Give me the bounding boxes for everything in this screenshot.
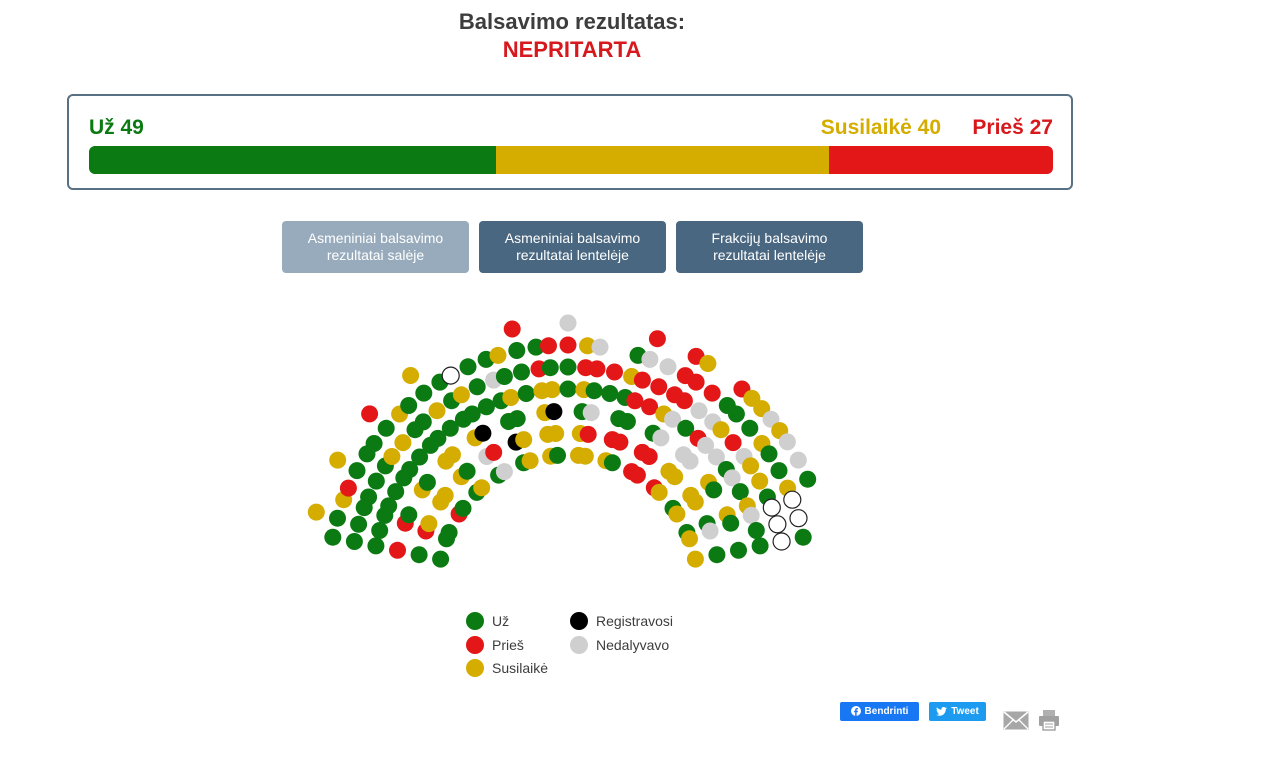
seat-registered[interactable] xyxy=(545,403,562,420)
seat-for[interactable] xyxy=(432,551,449,568)
seat-for[interactable] xyxy=(346,533,363,550)
legend-absent xyxy=(570,636,669,654)
seat-abstain[interactable] xyxy=(651,484,668,501)
seat-absent[interactable] xyxy=(743,507,760,524)
seat-for[interactable] xyxy=(371,522,388,539)
seat-for[interactable] xyxy=(619,413,636,430)
seat-abstain[interactable] xyxy=(429,402,446,419)
seat-abstain[interactable] xyxy=(742,457,759,474)
seat-for[interactable] xyxy=(795,529,812,546)
facebook-icon xyxy=(851,706,861,716)
seat-absent[interactable] xyxy=(560,315,577,332)
seat-against[interactable] xyxy=(504,321,521,338)
legend-for xyxy=(466,612,509,630)
seat-abstain[interactable] xyxy=(394,434,411,451)
seat-against[interactable] xyxy=(611,434,628,451)
legend-absent-dot xyxy=(570,636,588,654)
legend-registered xyxy=(570,612,673,630)
seat-abstain[interactable] xyxy=(687,551,704,568)
seat-for[interactable] xyxy=(752,537,769,554)
seat-against[interactable] xyxy=(540,337,557,354)
tab-hall-results-label: Asmeniniai balsavimo rezultatai salėje xyxy=(307,230,444,263)
legend-against-label: Prieš xyxy=(492,637,524,653)
seat-absent[interactable] xyxy=(592,339,609,356)
seat-for[interactable] xyxy=(378,420,395,437)
seat-for[interactable] xyxy=(441,524,458,541)
seat-for[interactable] xyxy=(601,385,618,402)
seat-for[interactable] xyxy=(705,481,722,498)
seat-abstain[interactable] xyxy=(547,425,564,442)
seat-for[interactable] xyxy=(400,506,417,523)
print-icon[interactable] xyxy=(1038,709,1060,736)
seat-for[interactable] xyxy=(586,382,603,399)
seat-for[interactable] xyxy=(367,537,384,554)
seat-for[interactable] xyxy=(560,381,577,398)
seat-against[interactable] xyxy=(634,372,651,389)
seat-against[interactable] xyxy=(676,392,693,409)
seat-empty[interactable] xyxy=(773,533,790,550)
seat-for[interactable] xyxy=(455,500,472,517)
seat-for[interactable] xyxy=(349,462,366,479)
seat-registered[interactable] xyxy=(474,425,491,442)
seat-abstain[interactable] xyxy=(329,452,346,469)
seat-for[interactable] xyxy=(549,447,566,464)
seat-against[interactable] xyxy=(704,385,721,402)
legend-for-dot xyxy=(466,612,484,630)
seat-abstain[interactable] xyxy=(490,347,507,364)
seat-abstain[interactable] xyxy=(668,506,685,523)
seat-against[interactable] xyxy=(361,405,378,422)
tab-personal-table-label: Asmeniniai balsavimo rezultatai lentelėje xyxy=(504,230,641,263)
seat-for[interactable] xyxy=(419,474,436,491)
seat-abstain[interactable] xyxy=(308,504,325,521)
seat-for[interactable] xyxy=(542,359,559,376)
seat-for[interactable] xyxy=(329,510,346,527)
seat-against[interactable] xyxy=(626,392,643,409)
seat-for[interactable] xyxy=(415,385,432,402)
seat-for[interactable] xyxy=(459,463,476,480)
seat-against[interactable] xyxy=(606,364,623,381)
seat-for[interactable] xyxy=(400,397,417,414)
seat-abstain[interactable] xyxy=(444,446,461,463)
seat-abstain[interactable] xyxy=(383,448,400,465)
seat-for[interactable] xyxy=(518,385,535,402)
seat-absent[interactable] xyxy=(682,453,699,470)
result-outcome: NEPRITARTA xyxy=(502,37,642,62)
legend-absent-label: Nedalyvavo xyxy=(596,637,670,653)
seat-for[interactable] xyxy=(324,529,341,546)
seat-abstain[interactable] xyxy=(437,487,454,504)
seat-abstain[interactable] xyxy=(502,389,519,406)
seat-abstain[interactable] xyxy=(453,386,470,403)
seat-absent[interactable] xyxy=(790,452,807,469)
seat-for[interactable] xyxy=(741,420,758,437)
seat-for[interactable] xyxy=(513,364,530,381)
seat-empty[interactable] xyxy=(769,516,786,533)
seat-abstain[interactable] xyxy=(713,421,730,438)
seat-against[interactable] xyxy=(650,378,667,395)
seat-abstain[interactable] xyxy=(687,494,704,511)
seat-against[interactable] xyxy=(725,434,742,451)
seat-for[interactable] xyxy=(761,445,778,462)
seat-against[interactable] xyxy=(629,467,646,484)
seat-for[interactable] xyxy=(728,406,745,423)
seat-for[interactable] xyxy=(748,522,765,539)
seat-for[interactable] xyxy=(366,435,383,452)
seat-for[interactable] xyxy=(771,462,788,479)
legend-abstain xyxy=(466,659,548,677)
legend-abstain-dot xyxy=(466,659,484,677)
legend-for-label: Už xyxy=(492,613,510,629)
seat-for[interactable] xyxy=(368,473,385,490)
seat-abstain[interactable] xyxy=(515,431,532,448)
against-count-label: Prieš 27 xyxy=(972,116,1053,139)
facebook-share-label: Bendrinti xyxy=(864,705,909,717)
seat-against[interactable] xyxy=(340,480,357,497)
seat-for[interactable] xyxy=(415,413,432,430)
seat-for[interactable] xyxy=(730,542,747,559)
legend-registered-label: Registravosi xyxy=(596,613,674,629)
seat-absent[interactable] xyxy=(691,402,708,419)
seat-against[interactable] xyxy=(589,360,606,377)
seat-empty[interactable] xyxy=(784,491,801,508)
seat-for[interactable] xyxy=(411,546,428,563)
seat-for[interactable] xyxy=(509,410,526,427)
seat-abstain[interactable] xyxy=(473,479,490,496)
seat-against[interactable] xyxy=(560,337,577,354)
abstain-count-label: Susilaikė 40 xyxy=(820,116,941,139)
seat-for[interactable] xyxy=(799,471,816,488)
seat-against[interactable] xyxy=(580,426,597,443)
result-title: Balsavimo rezultatas: xyxy=(458,9,686,34)
legend-abstain-label: Susilaikė xyxy=(492,660,549,676)
seat-for[interactable] xyxy=(560,359,577,376)
seat-empty[interactable] xyxy=(763,499,780,516)
seat-against[interactable] xyxy=(485,444,502,461)
seat-abstain[interactable] xyxy=(522,452,539,469)
seat-absent[interactable] xyxy=(496,463,513,480)
seat-for[interactable] xyxy=(496,368,513,385)
twitter-icon xyxy=(936,707,947,716)
seat-for[interactable] xyxy=(478,398,495,415)
seat-for[interactable] xyxy=(722,515,739,532)
seat-abstain[interactable] xyxy=(666,468,683,485)
legend-against xyxy=(466,636,524,654)
seat-against[interactable] xyxy=(688,374,705,391)
seat-absent[interactable] xyxy=(702,523,719,540)
seat-absent[interactable] xyxy=(583,404,600,421)
tab-faction-table-label: Frakcijų balsavimo rezultatai lentelėje xyxy=(711,230,828,263)
twitter-share-label: Tweet xyxy=(951,705,979,717)
legend-registered-dot xyxy=(570,612,588,630)
seat-for[interactable] xyxy=(604,454,621,471)
seat-empty[interactable] xyxy=(442,367,459,384)
seat-abstain[interactable] xyxy=(420,515,437,532)
facebook-share-button[interactable] xyxy=(840,702,919,721)
seat-abstain[interactable] xyxy=(751,473,768,490)
twitter-share-button[interactable] xyxy=(929,702,986,721)
seat-absent[interactable] xyxy=(641,351,658,368)
seat-for[interactable] xyxy=(350,516,367,533)
seat-for[interactable] xyxy=(708,546,725,563)
seat-abstain[interactable] xyxy=(699,355,716,372)
seat-empty[interactable] xyxy=(790,510,807,527)
seat-abstain[interactable] xyxy=(577,448,594,465)
seat-against[interactable] xyxy=(641,448,658,465)
seat-against[interactable] xyxy=(389,542,406,559)
seat-abstain[interactable] xyxy=(681,530,698,547)
legend-against-dot xyxy=(466,636,484,654)
for-count-label: Už 49 xyxy=(89,116,144,139)
seat-for[interactable] xyxy=(460,358,477,375)
seat-absent[interactable] xyxy=(652,429,669,446)
seat-absent[interactable] xyxy=(779,433,796,450)
seat-for[interactable] xyxy=(508,342,525,359)
seat-abstain[interactable] xyxy=(544,381,561,398)
seat-abstain[interactable] xyxy=(402,367,419,384)
seat-for[interactable] xyxy=(469,378,486,395)
seat-against[interactable] xyxy=(649,330,666,347)
email-icon[interactable] xyxy=(1003,711,1029,735)
seat-absent[interactable] xyxy=(660,358,677,375)
seat-for[interactable] xyxy=(360,489,377,506)
